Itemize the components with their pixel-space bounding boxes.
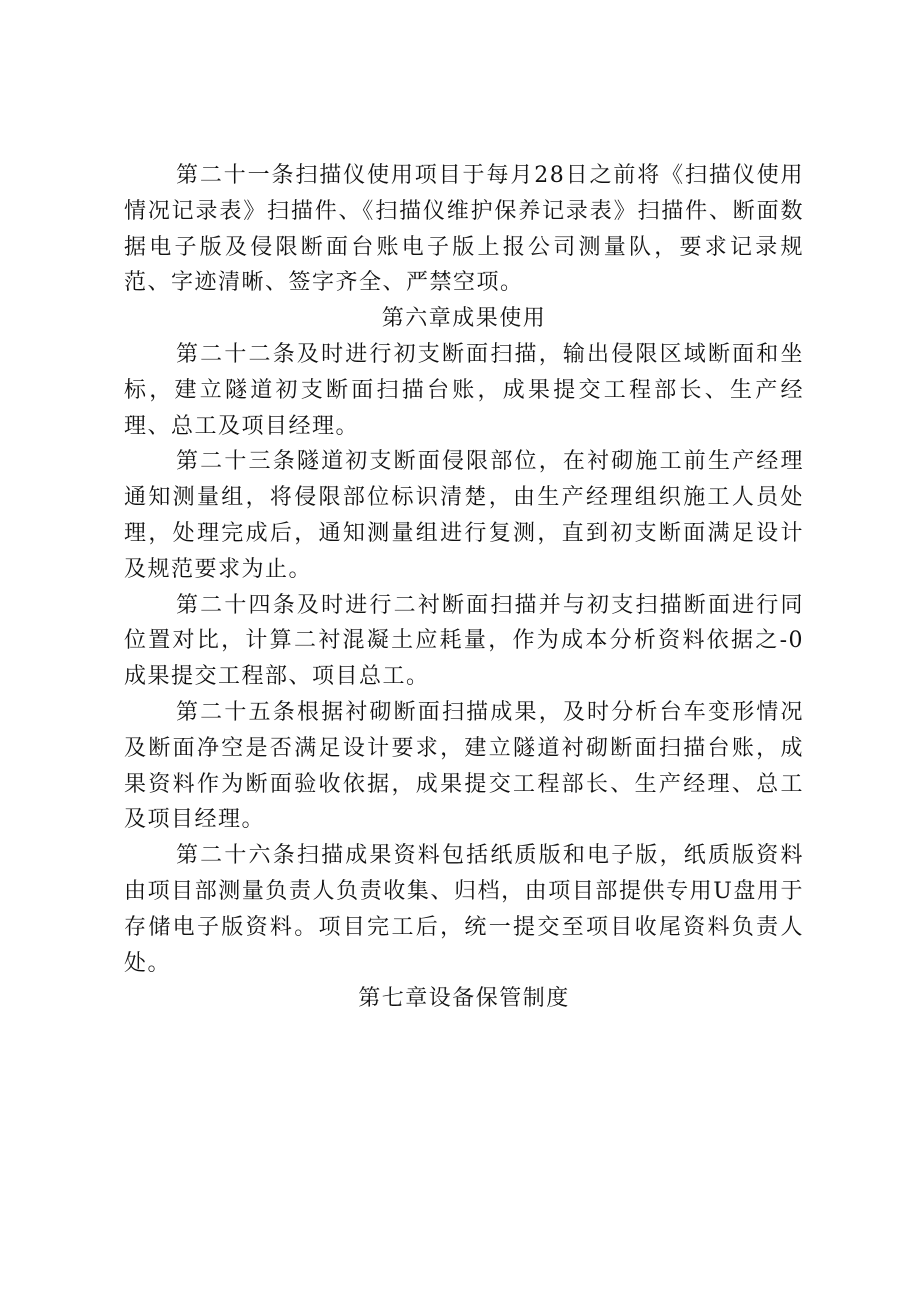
article-22-paragraph: 第二十二条及时进行初支断面扫描，输出侵限区域断面和坐标，建立隧道初支断面扫描台账，成果提交工程部长、生产经理、总工及项目经理。	[124, 341, 804, 439]
article-24-paragraph: 第二十四条及时进行二衬断面扫描并与初支扫描断面进行同位置对比，计算二衬混凝土应耗量，作为成本分析资料依据之-0成果提交工程部、项目总工。	[124, 592, 804, 690]
article-26-paragraph: 第二十六条扫描成果资料包括纸质版和电子版，纸质版资料由项目部测量负责人负责收集、归档，由项目部提供专用U盘用于存储电子版资料。项目完工后，统一提交至项目收尾资料负责人处。	[124, 843, 804, 976]
chapter-7-heading: 第七章设备保管制度	[358, 986, 570, 1012]
chapter-6-heading: 第六章成果使用	[381, 306, 547, 332]
article-21-paragraph: 第二十一条扫描仪使用项目于每月28日之前将《扫描仪使用情况记录表》扫描件、《扫描仪维护保养记录表》扫描件、断面数据电子版及侵限断面台账电子版上报公司测量队，要求记录规范、字迹清晰、签字齐全、严禁空项。	[124, 163, 804, 296]
article-25-paragraph: 第二十五条根据衬砌断面扫描成果，及时分析台车变形情况及断面净空是否满足设计要求，建立隧道衬砌断面扫描台账，成果资料作为断面验收依据，成果提交工程部长、生产经理、总工及项目经理。	[124, 699, 804, 833]
article-23-paragraph: 第二十三条隧道初支断面侵限部位，在衬砌施工前生产经理通知测量组，将侵限部位标识清楚，由生产经理组织施工人员处理，处理完成后，通知测量组进行复测，直到初支断面满足设计及规范要求为止。	[124, 449, 804, 582]
document-body	[124, 158, 804, 1017]
